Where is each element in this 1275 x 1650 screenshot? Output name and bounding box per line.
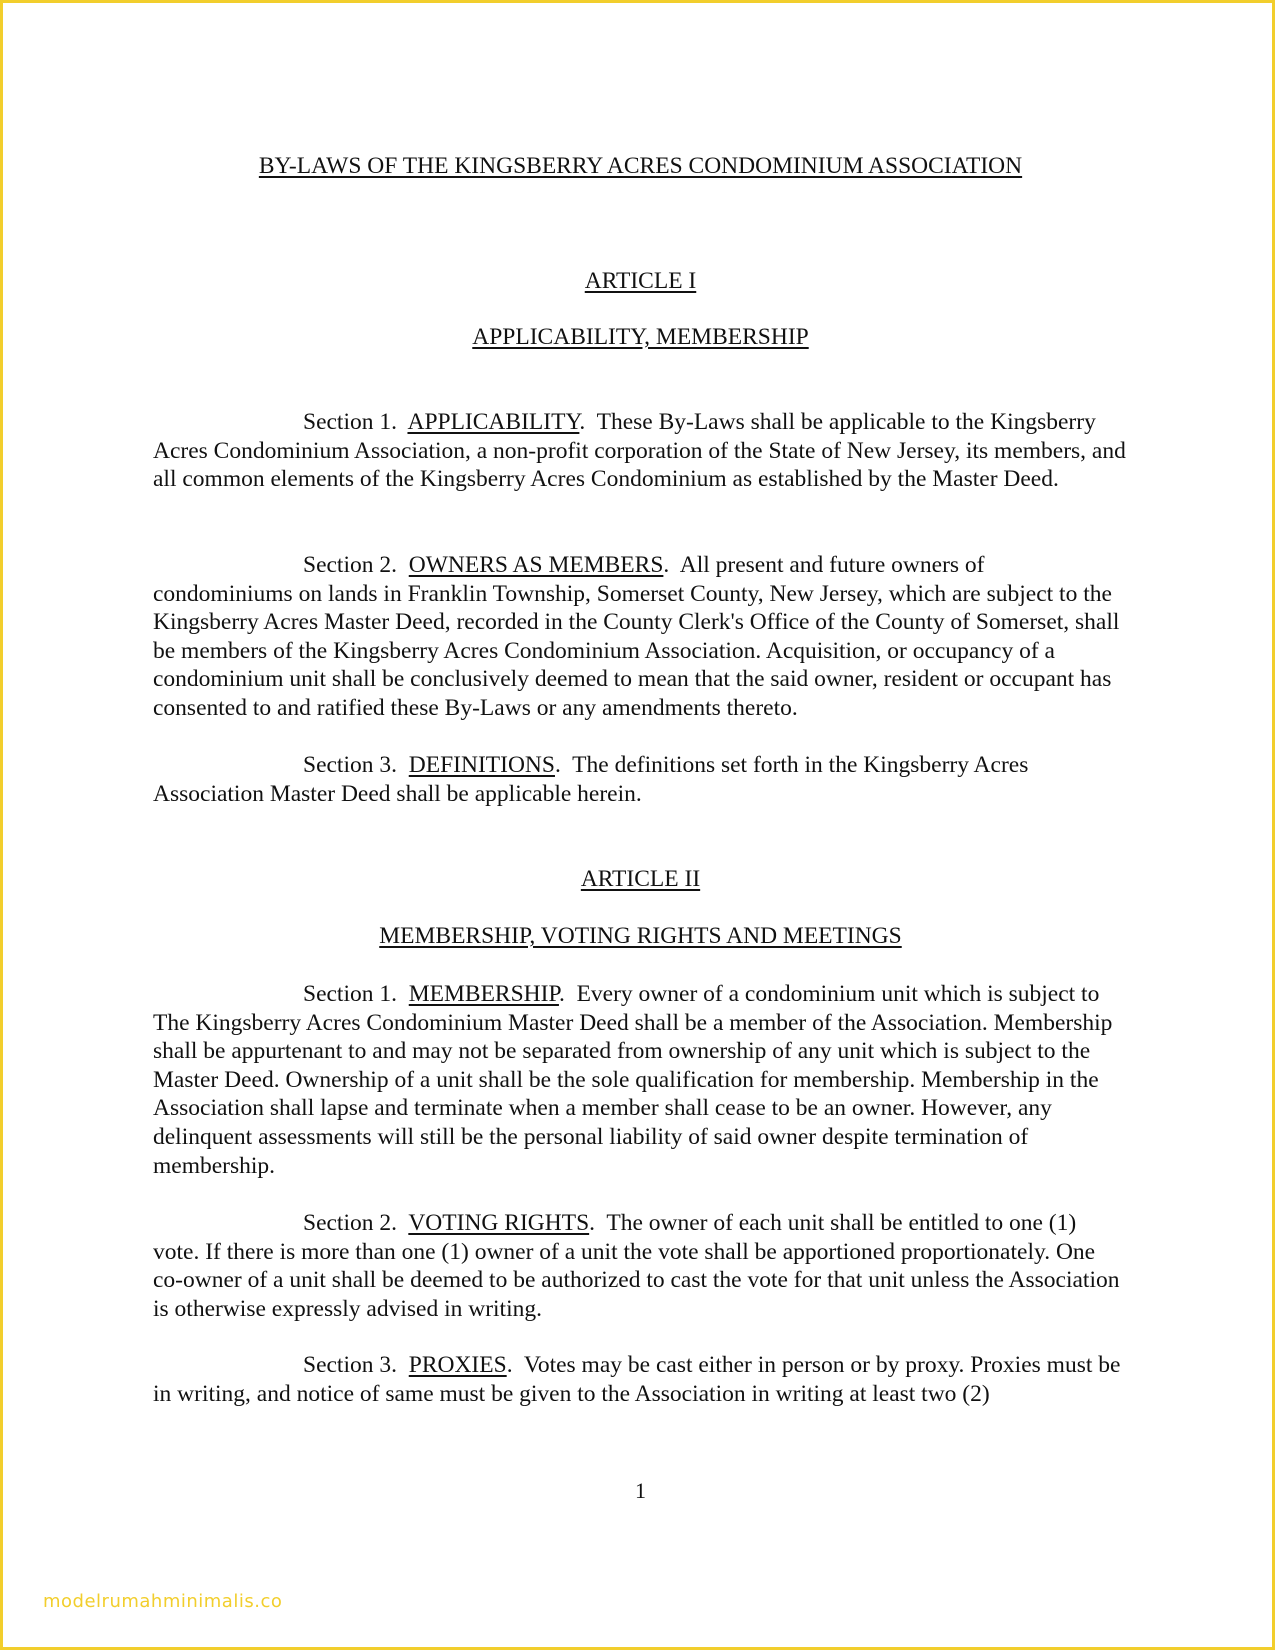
- article-2-section-3: Section 3. PROXIES. Votes may be cast either in person or by proxy. Proxies must be in writing, and notice of same must be given to the Association in writing at least two (2): [153, 1352, 1121, 1407]
- article-1-heading-text: ARTICLE I: [584, 268, 697, 294]
- section-text: These By-Laws shall be applicable to the Kingsberry Acres Condominium Association, a non-profit corporation of the State of New Jersey, its members, and all common elements of the Kingsberry Acres Condominium as established by the Master Deed.: [153, 409, 1126, 493]
- article-2-section-2: Section 2. VOTING RIGHTS. The owner of each unit shall be entitled to one (1) vote. If there is more than one (1) owner of a unit the vote shall be apportioned proportionately. One co-owner of a unit shall be deemed to be authorized to cast the vote for that unit unless the Association is otherwise expressly advised in writing.: [153, 1210, 1120, 1322]
- article-1-subheading: [153, 323, 1128, 352]
- document-title-text: BY-LAWS OF THE KINGSBERRY ACRES CONDOMINIUM ASSOCIATION: [258, 153, 1023, 179]
- section-label: Section 2.: [303, 1210, 397, 1236]
- section-title: PROXIES: [408, 1352, 507, 1378]
- section-text: All present and future owners of condominiums on lands in Franklin Township, Somerset County, New Jersey, which are subject to the Kingsberry Acres Master Deed, recorded in the County Clerk's Office of the County of Somerset, shall be members of the Kingsberry Acres Condominium Association. Acquisition, or occupancy of a condominium unit shall be conclusively deemed to mean that the said owner, resident or occupant has consented to and ratified these By-Laws or any amendments thereto.: [153, 552, 1120, 721]
- section-label: Section 2.: [303, 552, 397, 578]
- section-title: APPLICABILITY: [407, 409, 580, 435]
- section-label: Section 3.: [303, 1352, 397, 1378]
- section-title: DEFINITIONS: [408, 752, 555, 778]
- section-title: MEMBERSHIP: [408, 981, 559, 1007]
- article-1-section-3: Section 3. DEFINITIONS. The definitions set forth in the Kingsberry Acres Association Master Deed shall be applicable herein.: [153, 752, 1029, 807]
- article-2-heading-text: ARTICLE II: [580, 866, 701, 892]
- article-2-subheading: [153, 922, 1128, 951]
- section-label: Section 1.: [303, 409, 397, 435]
- article-2-heading: [153, 865, 1128, 894]
- article-1-heading: [153, 267, 1128, 296]
- article-1-section-1: Section 1. APPLICABILITY. These By-Laws shall be applicable to the Kingsberry Acres Condominium Association, a non-profit corporation of the State of New Jersey, its members, and all common elements of the Kingsberry Acres Condominium as established by the Master Deed.: [153, 409, 1126, 493]
- article-1-subheading-text: APPLICABILITY, MEMBERSHIP: [472, 324, 809, 350]
- watermark-text: modelrumahminimalis.co: [43, 1591, 283, 1612]
- section-text: The owner of each unit shall be entitled to one (1) vote. If there is more than one (1) owner of a unit the vote shall be apportioned proportionately. One co-owner of a unit shall be deemed to be authorized to cast the vote for that unit unless the Association is otherwise expressly advised in writing.: [153, 1210, 1120, 1322]
- document-title: [153, 152, 1128, 181]
- section-text: Votes may be cast either in person or by proxy. Proxies must be in writing, and notice of same must be given to the Association in writing at least two (2): [153, 1352, 1121, 1407]
- section-title: VOTING RIGHTS: [408, 1210, 590, 1236]
- section-title: OWNERS AS MEMBERS: [408, 552, 664, 578]
- section-text: The definitions set forth in the Kingsberry Acres Association Master Deed shall be applicable herein.: [153, 752, 1029, 807]
- section-label: Section 1.: [303, 981, 397, 1007]
- section-label: Section 3.: [303, 752, 397, 778]
- page-number: 1: [635, 1478, 646, 1503]
- article-2-section-1: Section 1. MEMBERSHIP. Every owner of a condominium unit which is subject to The Kingsberry Acres Condominium Master Deed shall be a member of the Association. Membership shall be appurtenant to and may not be separated from ownership of any unit which is subject to the Master Deed. Ownership of a unit shall be the sole qualification for membership. Membership in the Association shall lapse and terminate when a member shall cease to be an owner. However, any delinquent assessments will still be the personal liability of said owner despite termination of membership.: [153, 981, 1113, 1179]
- article-1-section-2: Section 2. OWNERS AS MEMBERS. All present and future owners of condominiums on lands in Franklin Township, Somerset County, New Jersey, which are subject to the Kingsberry Acres Master Deed, recorded in the County Clerk's Office of the County of Somerset, shall be members of the Kingsberry Acres Condominium Association. Acquisition, or occupancy of a condominium unit shall be conclusively deemed to mean that the said owner, resident or occupant has consented to and ratified these By-Laws or any amendments thereto.: [153, 552, 1120, 721]
- section-text: Every owner of a condominium unit which is subject to The Kingsberry Acres Condominium Master Deed shall be a member of the Association. Membership shall be appurtenant to and may not be separated from ownership of any unit which is subject to the Master Deed. Ownership of a unit shall be the sole qualification for membership. Membership in the Association shall lapse and terminate when a member shall cease to be an owner. However, any delinquent assessments will still be the personal liability of said owner despite termination of membership.: [153, 981, 1113, 1179]
- article-2-subheading-text: MEMBERSHIP, VOTING RIGHTS AND MEETINGS: [379, 923, 902, 949]
